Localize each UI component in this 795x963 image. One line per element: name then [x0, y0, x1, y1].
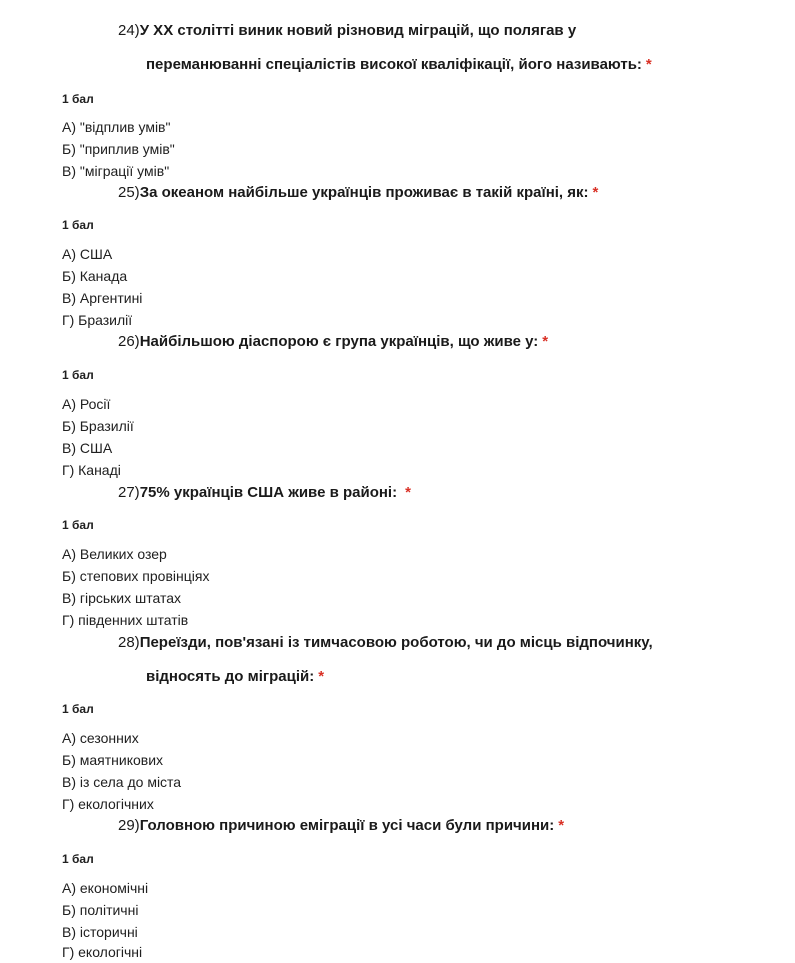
option-b[interactable]: Б) Бразилії	[62, 418, 134, 434]
option-c[interactable]: В) Аргентині	[62, 290, 143, 306]
required-mark: *	[558, 817, 565, 834]
question-text: За океаном найбільше українців проживає в такій країні, як:	[139, 184, 589, 201]
question-24-title	[118, 22, 576, 39]
option-c[interactable]: В) "міграції умів"	[62, 163, 170, 179]
question-text-cont: переманюванні спеціалістів високої кваліфікації, його називають:	[146, 56, 642, 73]
question-25-title	[118, 184, 598, 201]
question-27-title	[118, 484, 411, 501]
question-text: Головною причиною еміграції в усі часи були причини:	[139, 817, 555, 834]
option-c[interactable]: В) історичні	[62, 924, 138, 940]
question-text: Переїзди, пов'язані із тимчасовою роботою, чи до місць відпочинку,	[139, 634, 653, 651]
option-b[interactable]: Б) степових провінціях	[62, 568, 210, 584]
option-b[interactable]: Б) Канада	[62, 268, 128, 284]
option-b[interactable]: Б) політичні	[62, 902, 139, 918]
required-mark: *	[645, 56, 652, 73]
option-d[interactable]: Г) екологічних	[62, 796, 154, 812]
option-c[interactable]: В) із села до міста	[62, 774, 182, 790]
question-text: Найбільшою діаспорою є група українців, що живе у:	[139, 333, 539, 350]
option-d[interactable]: Г) екологічні	[62, 944, 143, 960]
question-24-title-cont	[146, 56, 652, 73]
option-b[interactable]: Б) маятникових	[62, 752, 164, 768]
question-28-title-cont	[146, 668, 324, 685]
points-label: 1 бал	[62, 368, 94, 382]
question-26-title	[118, 333, 548, 350]
points-label: 1 бал	[62, 218, 94, 232]
option-d[interactable]: Г) Бразилії	[62, 312, 133, 328]
required-mark: *	[592, 184, 599, 201]
question-29-title	[118, 817, 564, 834]
option-a[interactable]: А) Росії	[62, 396, 111, 412]
option-b[interactable]: Б) "приплив умів"	[62, 141, 175, 157]
option-a[interactable]: А) Великих озер	[62, 546, 167, 562]
points-label: 1 бал	[62, 92, 94, 106]
question-text: У XX столітті виник новий різновид міграцій, що полягав у	[139, 22, 577, 39]
question-number: 25)	[118, 184, 140, 201]
points-label: 1 бал	[62, 518, 94, 532]
required-mark: *	[405, 484, 411, 501]
question-number: 27)	[118, 484, 140, 501]
question-number: 28)	[118, 634, 140, 651]
question-text-cont: відносять до міграцій:	[146, 668, 315, 685]
option-a[interactable]: А) США	[62, 246, 113, 262]
required-mark: *	[542, 333, 549, 350]
question-text: 75% українців США живе в районі:	[139, 484, 398, 501]
question-number: 29)	[118, 817, 140, 834]
points-label: 1 бал	[62, 702, 94, 716]
points-label: 1 бал	[62, 852, 94, 866]
question-number: 26)	[118, 333, 140, 350]
option-a[interactable]: А) економічні	[62, 880, 149, 896]
question-28-title	[118, 634, 653, 651]
question-number: 24)	[118, 22, 140, 39]
required-mark: *	[318, 668, 325, 685]
option-a[interactable]: А) сезонних	[62, 730, 139, 746]
option-d[interactable]: Г) Канаді	[62, 462, 121, 478]
option-d[interactable]: Г) південних штатів	[62, 612, 189, 628]
option-a[interactable]: А) "відплив умів"	[62, 119, 171, 135]
option-c[interactable]: В) США	[62, 440, 113, 456]
option-c[interactable]: В) гірських штатах	[62, 590, 182, 606]
